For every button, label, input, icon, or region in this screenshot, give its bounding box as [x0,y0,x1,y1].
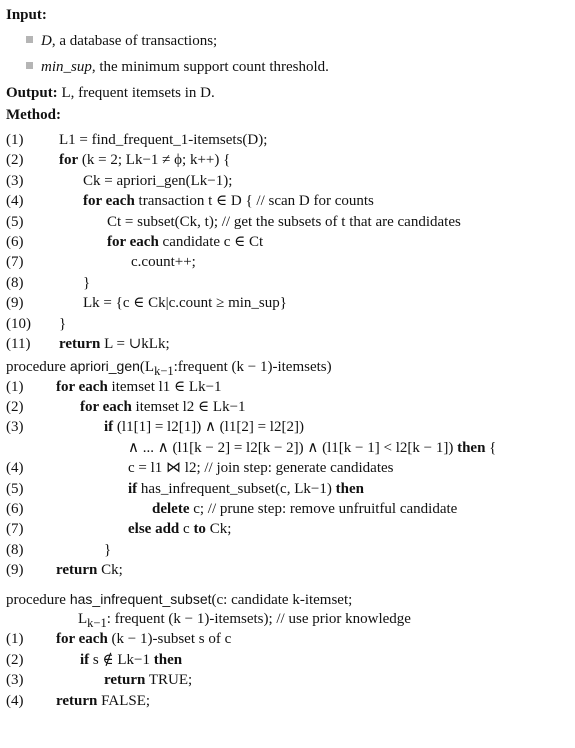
code-text: } [104,541,112,558]
apriori-gen-body [6,377,571,581]
code-text: itemset l [107,378,163,395]
code-text: has_infrequent_subset [137,480,276,497]
code-line [6,273,571,293]
line-code [128,438,496,458]
keyword: for each [83,193,135,210]
line-number: (2) [6,399,24,416]
code-text: transaction t ∈ D { // scan D for counts [134,193,374,210]
line-code [107,232,263,252]
code-text: C [83,172,94,189]
code-line [6,670,571,690]
code-text: s ∉ L [89,651,127,668]
code-line [6,560,571,580]
code-text: C [205,521,220,538]
procedure-keyword: procedure [6,591,66,608]
line-code [128,479,364,499]
code-text: 1[2] = l [228,419,274,436]
line-code [131,252,196,272]
code-text: } [59,315,67,332]
line-code [56,560,123,580]
code-text: C [97,562,112,579]
procedure-name: has_infrequent_subset [65,590,212,607]
line-number: (4) [6,692,24,709]
line-number: (8) [6,274,24,291]
line-code [104,540,111,560]
input-item-name: D [41,33,52,49]
keyword: for each [107,233,159,250]
line-code [80,397,246,417]
code-text: k, t); // get the subsets of t that are candidates [189,213,461,230]
line-number: (1) [6,378,24,395]
main-algorithm [6,130,571,354]
line-number: (4) [6,193,24,210]
code-text: k−1 [198,378,222,395]
code-line [6,479,571,499]
code-text: k = apriori_gen(L [93,172,200,189]
signature-cont-rest: : frequent (k − 1)-itemsets); // use prior knowledge [106,610,411,627]
procedure-signature: (L [139,359,155,376]
code-text: TRUE; [145,672,193,689]
code-text: c [179,521,194,538]
bullet-square-icon [26,62,33,69]
keyword: else add [128,521,180,538]
keyword: then [153,651,183,668]
procedure-signature: (c: candidate k-itemset; [211,591,353,608]
keyword: then [457,439,486,456]
code-line [6,293,571,313]
code-line [6,232,571,252]
has-infrequent-subset-body [6,629,571,711]
line-number: (5) [6,480,24,497]
code-text: candidate c ∈ C [158,233,260,250]
code-text: c.count++; [131,254,196,271]
code-text: (l [113,419,127,436]
output-line [6,82,571,104]
procedure-signature-rest: :frequent (k − 1)-itemsets) [173,359,332,376]
line-code [56,377,222,397]
code-text: 1 ⋈ l [154,460,189,477]
code-line [6,438,571,458]
code-text: t = subset(C [117,213,190,230]
code-text: k−1 [222,399,246,416]
code-text: 1[1] = l [126,419,172,436]
code-line [6,691,571,711]
output-heading: Output: [6,85,58,101]
line-number: (9) [6,562,24,579]
keyword: for [59,152,79,169]
algorithm-page [6,4,571,711]
code-text: kL [141,335,158,352]
code-text: k−1); [199,172,233,189]
line-number: (2) [6,651,24,668]
keyword: return [104,672,146,689]
line-number: (6) [6,501,24,518]
procedure-keyword: procedure [6,359,66,376]
signature-cont-subscript: k−1 [87,615,107,630]
code-text: k|c.count ≥ min_sup} [158,295,287,312]
code-text: 1 ∈ L [162,378,199,395]
code-line [6,499,571,519]
code-text: FALSE; [97,692,151,709]
input-item-name: min_sup [41,59,92,75]
line-code [80,650,182,670]
line-number: (4) [6,460,24,477]
line-code [59,314,66,334]
code-text: k−1) [303,480,336,497]
line-number: (11) [6,335,31,352]
keyword: return [56,692,98,709]
code-text: C [107,213,118,230]
line-number: (1) [6,631,24,648]
code-text: k = {c ∈ C [92,295,159,312]
code-text: k; [219,521,232,538]
line-code [59,334,170,354]
line-code [107,212,461,232]
code-line [6,191,571,211]
input-item-min-sup [6,56,571,78]
keyword: for each [80,399,132,416]
code-text: { [485,439,497,456]
line-code [83,293,287,313]
keyword: return [59,335,101,352]
procedure-apriori-gen-header [6,356,571,379]
keyword: to [193,521,206,538]
code-line [6,377,571,397]
keyword: if [80,651,90,668]
procedure-name: apriori_gen [65,358,140,375]
input-heading: Input: [6,7,47,23]
line-number: (7) [6,254,24,271]
line-number: (3) [6,172,24,189]
code-text: c; // prune step: remove unfruitful candidate [189,501,458,518]
line-number: (1) [6,132,24,148]
code-text: k−1 [126,651,154,668]
code-text: itemset l [131,399,187,416]
code-text: 2[2]) [273,419,304,436]
code-line [6,252,571,272]
code-text: (k − 1)-subset s of c [107,631,232,648]
line-code [59,130,267,150]
line-number: (8) [6,541,24,558]
line-code [83,191,374,211]
code-text: 1[k − 1] < l [331,439,400,456]
code-text: 2; // join step: generate candidates [188,460,394,477]
line-code [83,273,90,293]
keyword: if [104,419,114,436]
code-text: c = l [128,460,155,477]
procedure-signature-subscript: k−1 [154,364,174,379]
line-number: (3) [6,419,24,436]
keyword: for each [56,378,108,395]
line-number: (10) [6,315,31,332]
method-heading: Method: [6,107,61,123]
code-line [6,397,571,417]
code-text: (c, L [275,480,304,497]
code-line [6,540,571,560]
line-code [83,171,232,191]
code-text: 1 = find_frequent_1-itemsets(D); [68,132,268,148]
line-code [56,691,150,711]
line-number: (2) [6,152,24,169]
line-number: (3) [6,672,24,689]
code-line [6,334,571,354]
code-text: k; [157,335,170,352]
code-text: L = ∪ [100,335,142,352]
code-text: 2[1]) ∧ (l [171,419,229,436]
line-number: (6) [6,233,24,250]
line-number: (9) [6,295,24,312]
line-code [104,417,304,437]
input-item-database [6,30,571,52]
code-line [6,130,571,150]
code-text: ∧ ... ∧ (l [128,439,182,456]
code-text: } [83,274,91,291]
code-line [6,650,571,670]
procedure-has-infrequent-subset-header [6,589,571,609]
code-line [6,171,571,191]
line-number: (7) [6,521,24,538]
code-line [6,314,571,334]
code-text: L [83,295,93,312]
code-text: 1[k − 2] = l [181,439,251,456]
line-number: (5) [6,213,24,230]
code-text: k; [111,562,123,579]
code-line [6,417,571,437]
line-code [152,499,457,519]
line-code [104,670,192,690]
input-item-text: , the minimum support count threshold. [91,59,329,75]
code-text: 2[k − 1]) [399,439,458,456]
signature-cont: L [78,610,88,627]
line-code [56,629,231,649]
code-line [6,212,571,232]
input-item-text: , a database of transactions; [51,33,218,49]
keyword: then [335,480,364,497]
code-line [6,519,571,539]
keyword: delete [152,501,190,518]
line-code [59,150,230,170]
code-line [6,629,571,649]
code-text: k−1 ≠ ϕ; k++) { [134,152,231,169]
line-code [128,519,231,539]
code-text: 2 ∈ L [186,399,223,416]
keyword: for each [56,631,108,648]
code-line [6,458,571,478]
keyword: if [128,480,138,497]
code-text: t [259,233,264,250]
code-text: 2[k − 2]) ∧ (l [250,439,332,456]
bullet-square-icon [26,36,33,43]
procedure-signature-continuation [6,609,571,629]
code-line [6,150,571,170]
line-code [128,458,393,478]
output-text: L, frequent itemsets in D. [57,85,215,101]
code-text: L [59,132,69,148]
code-text: (k = 2; L [78,152,135,169]
keyword: return [56,562,98,579]
